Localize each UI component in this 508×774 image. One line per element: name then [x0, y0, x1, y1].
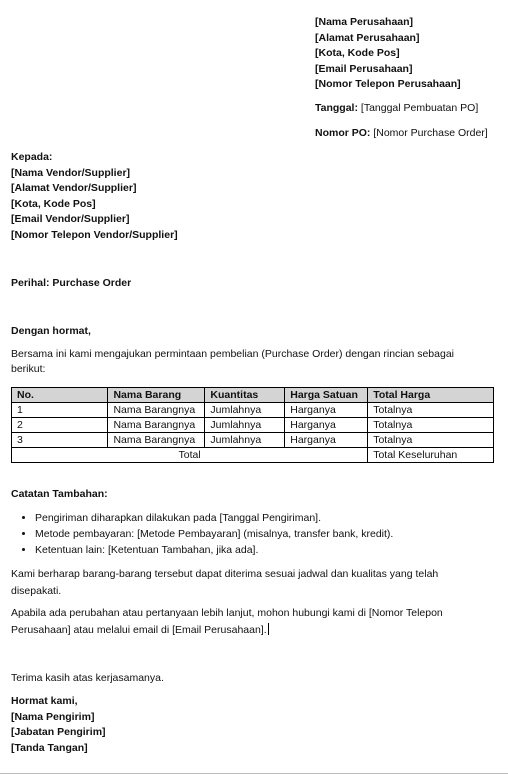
cell-unit-price: Harganya	[285, 418, 368, 433]
schedule-paragraph: Kami berharap barang-barang tersebut dapat diterima sesuai jadwal dan kualitas yang telah disepakati.	[11, 568, 439, 597]
cell-no: 2	[12, 418, 108, 433]
po-number-value: [Nomor Purchase Order]	[373, 127, 488, 139]
sender-company-name: [Nama Perusahaan]	[315, 16, 414, 28]
total-label-cell: Total	[12, 448, 368, 463]
po-date-value: [Tanggal Pembuatan PO]	[360, 102, 479, 114]
header-item-name: Nama Barang	[108, 388, 205, 403]
cell-item-name: Nama Barangnya	[108, 403, 205, 418]
purchase-order-table	[11, 387, 494, 463]
closing-salutation: Hormat kami,	[11, 695, 78, 707]
sender-phone: [Nomor Telepon Perusahaan]	[315, 78, 461, 90]
cell-total-price: Totalnya	[368, 433, 494, 448]
cell-total-price: Totalnya	[368, 403, 494, 418]
sender-city-postal: [Kota, Kode Pos]	[315, 47, 400, 59]
po-date-line	[315, 102, 478, 114]
signature-placeholder: [Tanda Tangan]	[11, 741, 88, 754]
notes-heading: Catatan Tambahan:	[11, 488, 108, 500]
contact-paragraph[interactable]	[11, 605, 491, 639]
po-date-label: Tanggal:	[315, 102, 358, 114]
recipient-vendor-address: [Alamat Vendor/Supplier]	[11, 182, 137, 194]
po-number-label: Nomor PO:	[315, 127, 371, 139]
cell-item-name: Nama Barangnya	[108, 433, 205, 448]
table-total-row	[12, 448, 494, 463]
po-number-line	[315, 127, 488, 139]
cell-quantity: Jumlahnya	[205, 418, 285, 433]
sender-company-address: [Alamat Perusahaan]	[315, 31, 420, 44]
sender-email: [Email Perusahaan]	[315, 62, 413, 75]
header-unit-price: Harga Satuan	[285, 388, 368, 403]
recipient-email: [Email Vendor/Supplier]	[11, 213, 130, 225]
sender-block	[315, 15, 461, 93]
header-quantity: Kuantitas	[205, 388, 285, 403]
subject-line: Perihal: Purchase Order	[11, 277, 132, 289]
recipient-block	[11, 150, 178, 243]
header-total-price: Total Harga	[368, 388, 494, 403]
cell-unit-price: Harganya	[285, 433, 368, 448]
grand-total-cell: Total Keseluruhan	[368, 448, 494, 463]
cell-no: 1	[12, 403, 108, 418]
table-row	[12, 403, 494, 418]
table-header-row	[12, 388, 494, 403]
recipient-heading: Kepada:	[11, 151, 53, 163]
table-row	[12, 418, 494, 433]
list-item: • Pengiriman diharapkan dilakukan pada [Tanggal Pengiriman].	[35, 510, 505, 526]
cell-quantity: Jumlahnya	[205, 403, 285, 418]
sender-name: [Nama Pengirim]	[11, 710, 95, 723]
list-item: • Ketentuan lain: [Ketentuan Tambahan, jika ada].	[35, 542, 505, 558]
recipient-city-postal: [Kota, Kode Pos]	[11, 197, 96, 210]
cell-no: 3	[12, 433, 108, 448]
list-item: • Metode pembayaran: [Metode Pembayaran] (misalnya, transfer bank, kredit).	[35, 526, 505, 542]
contact-paragraph-text: Apabila ada perubahan atau pertanyaan lebih lanjut, mohon hubungi kami di [Nomor Telepon Perusahaan] atau melalui email di [Email Perusahaan].	[11, 607, 443, 636]
header-no: No.	[12, 388, 108, 403]
recipient-vendor-name: [Nama Vendor/Supplier]	[11, 166, 131, 179]
cell-unit-price: Harganya	[285, 403, 368, 418]
closing-block	[11, 694, 106, 756]
cell-quantity: Jumlahnya	[205, 433, 285, 448]
sender-position: [Jabatan Pengirim]	[11, 726, 106, 738]
text-cursor	[268, 623, 269, 635]
notes-list	[11, 510, 505, 558]
cell-total-price: Totalnya	[368, 418, 494, 433]
thanks-line: Terima kasih atas kerjasamanya.	[11, 672, 164, 684]
cell-item-name: Nama Barangnya	[108, 418, 205, 433]
recipient-phone: [Nomor Telepon Vendor/Supplier]	[11, 228, 178, 241]
greeting: Dengan hormat,	[11, 325, 91, 337]
table-row	[12, 433, 494, 448]
intro-paragraph: Bersama ini kami mengajukan permintaan pembelian (Purchase Order) dengan rincian sebagai berikut:	[11, 348, 454, 375]
